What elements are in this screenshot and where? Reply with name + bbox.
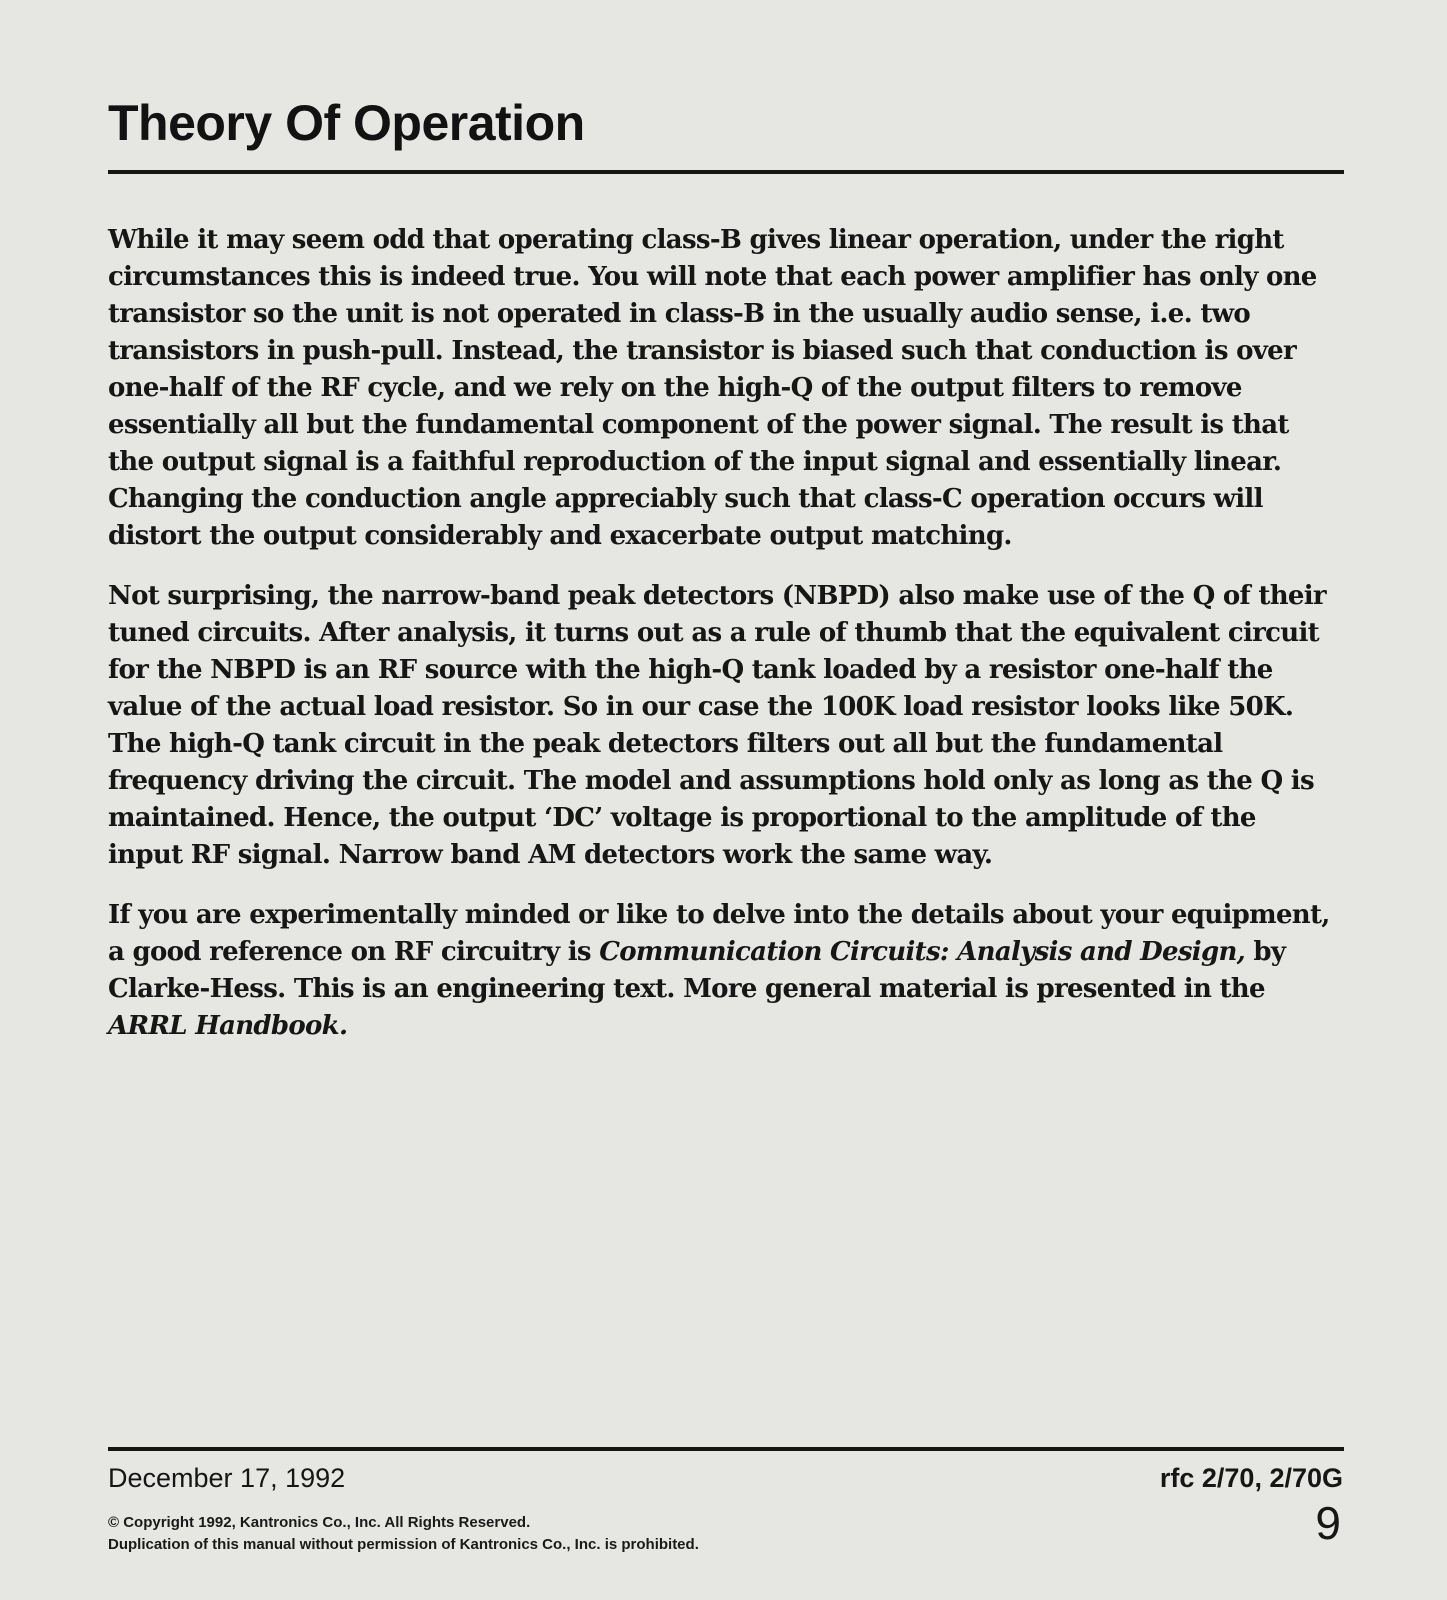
- footer-date: December 17, 1992: [108, 1463, 346, 1493]
- reference-text-intro: If you are experimentally minded or like to delve into the details about your equipment, a good reference on RF circuitry is: [108, 900, 1330, 967]
- paragraph-class-b: While it may seem odd that operating class-B gives linear operation, under the right circumstances this is indeed true. You will note that each power amplifier has only one transistor so the unit is not operated in class-B in the usually audio sense, i.e. two transistors in push-pull. Instead, the transistor is biased such that conduction is over one-half of the RF cycle, and we rely on the high-Q of the output filters to remove essentially all but the fundamental component of the power signal. The result is that the output signal is a faithful reproduction of the input signal and essentially linear. Changing the conduction angle appreciably such that class-C operation occurs will distort the output considerably and exacerbate output matching.: [108, 225, 1317, 551]
- reference-book-communication-circuits: Communication Circuits: Analysis and Design,: [599, 937, 1246, 967]
- duplication-notice: Duplication of this manual without permission of Kantronics Co., Inc. is prohibited.: [108, 1536, 699, 1553]
- paragraph-peak-detectors: Not surprising, the narrow-band peak detectors (NBPD) also make use of the Q of their tuned circuits. After analysis, it turns out as a rule of thumb that the equivalent circuit for the NBPD is an RF source with the high-Q tank loaded by a resistor one-half the value of the actual load resistor. So in our case the 100K load resistor looks like 50K. The high-Q tank circuit in the peak detectors filters out all but the fundamental frequency driving the circuit. The model and assumptions hold only as long as the Q is maintained. Hence, the output ‘DC’ voltage is proportional to the amplitude of the input RF signal. Narrow band AM detectors work the same way.: [108, 581, 1326, 870]
- body-text: [108, 222, 1338, 1068]
- title-divider: [108, 170, 1344, 174]
- footer-copyright-block: [108, 1512, 699, 1556]
- footer-model-number: rfc 2/70, 2/70G: [1159, 1463, 1343, 1493]
- page-number: 9: [1315, 1497, 1341, 1549]
- reference-text-middle: by Clarke-Hess. This is an engineering text. More general material is presented in the: [108, 937, 1286, 1004]
- footer-divider: [108, 1447, 1344, 1451]
- page-title: Theory Of Operation: [108, 95, 585, 151]
- copyright-notice: © Copyright 1992, Kantronics Co., Inc. All Rights Reserved.: [108, 1514, 531, 1531]
- reference-book-arrl-handbook: ARRL Handbook.: [108, 1011, 348, 1041]
- paragraph-references: [108, 897, 1338, 1045]
